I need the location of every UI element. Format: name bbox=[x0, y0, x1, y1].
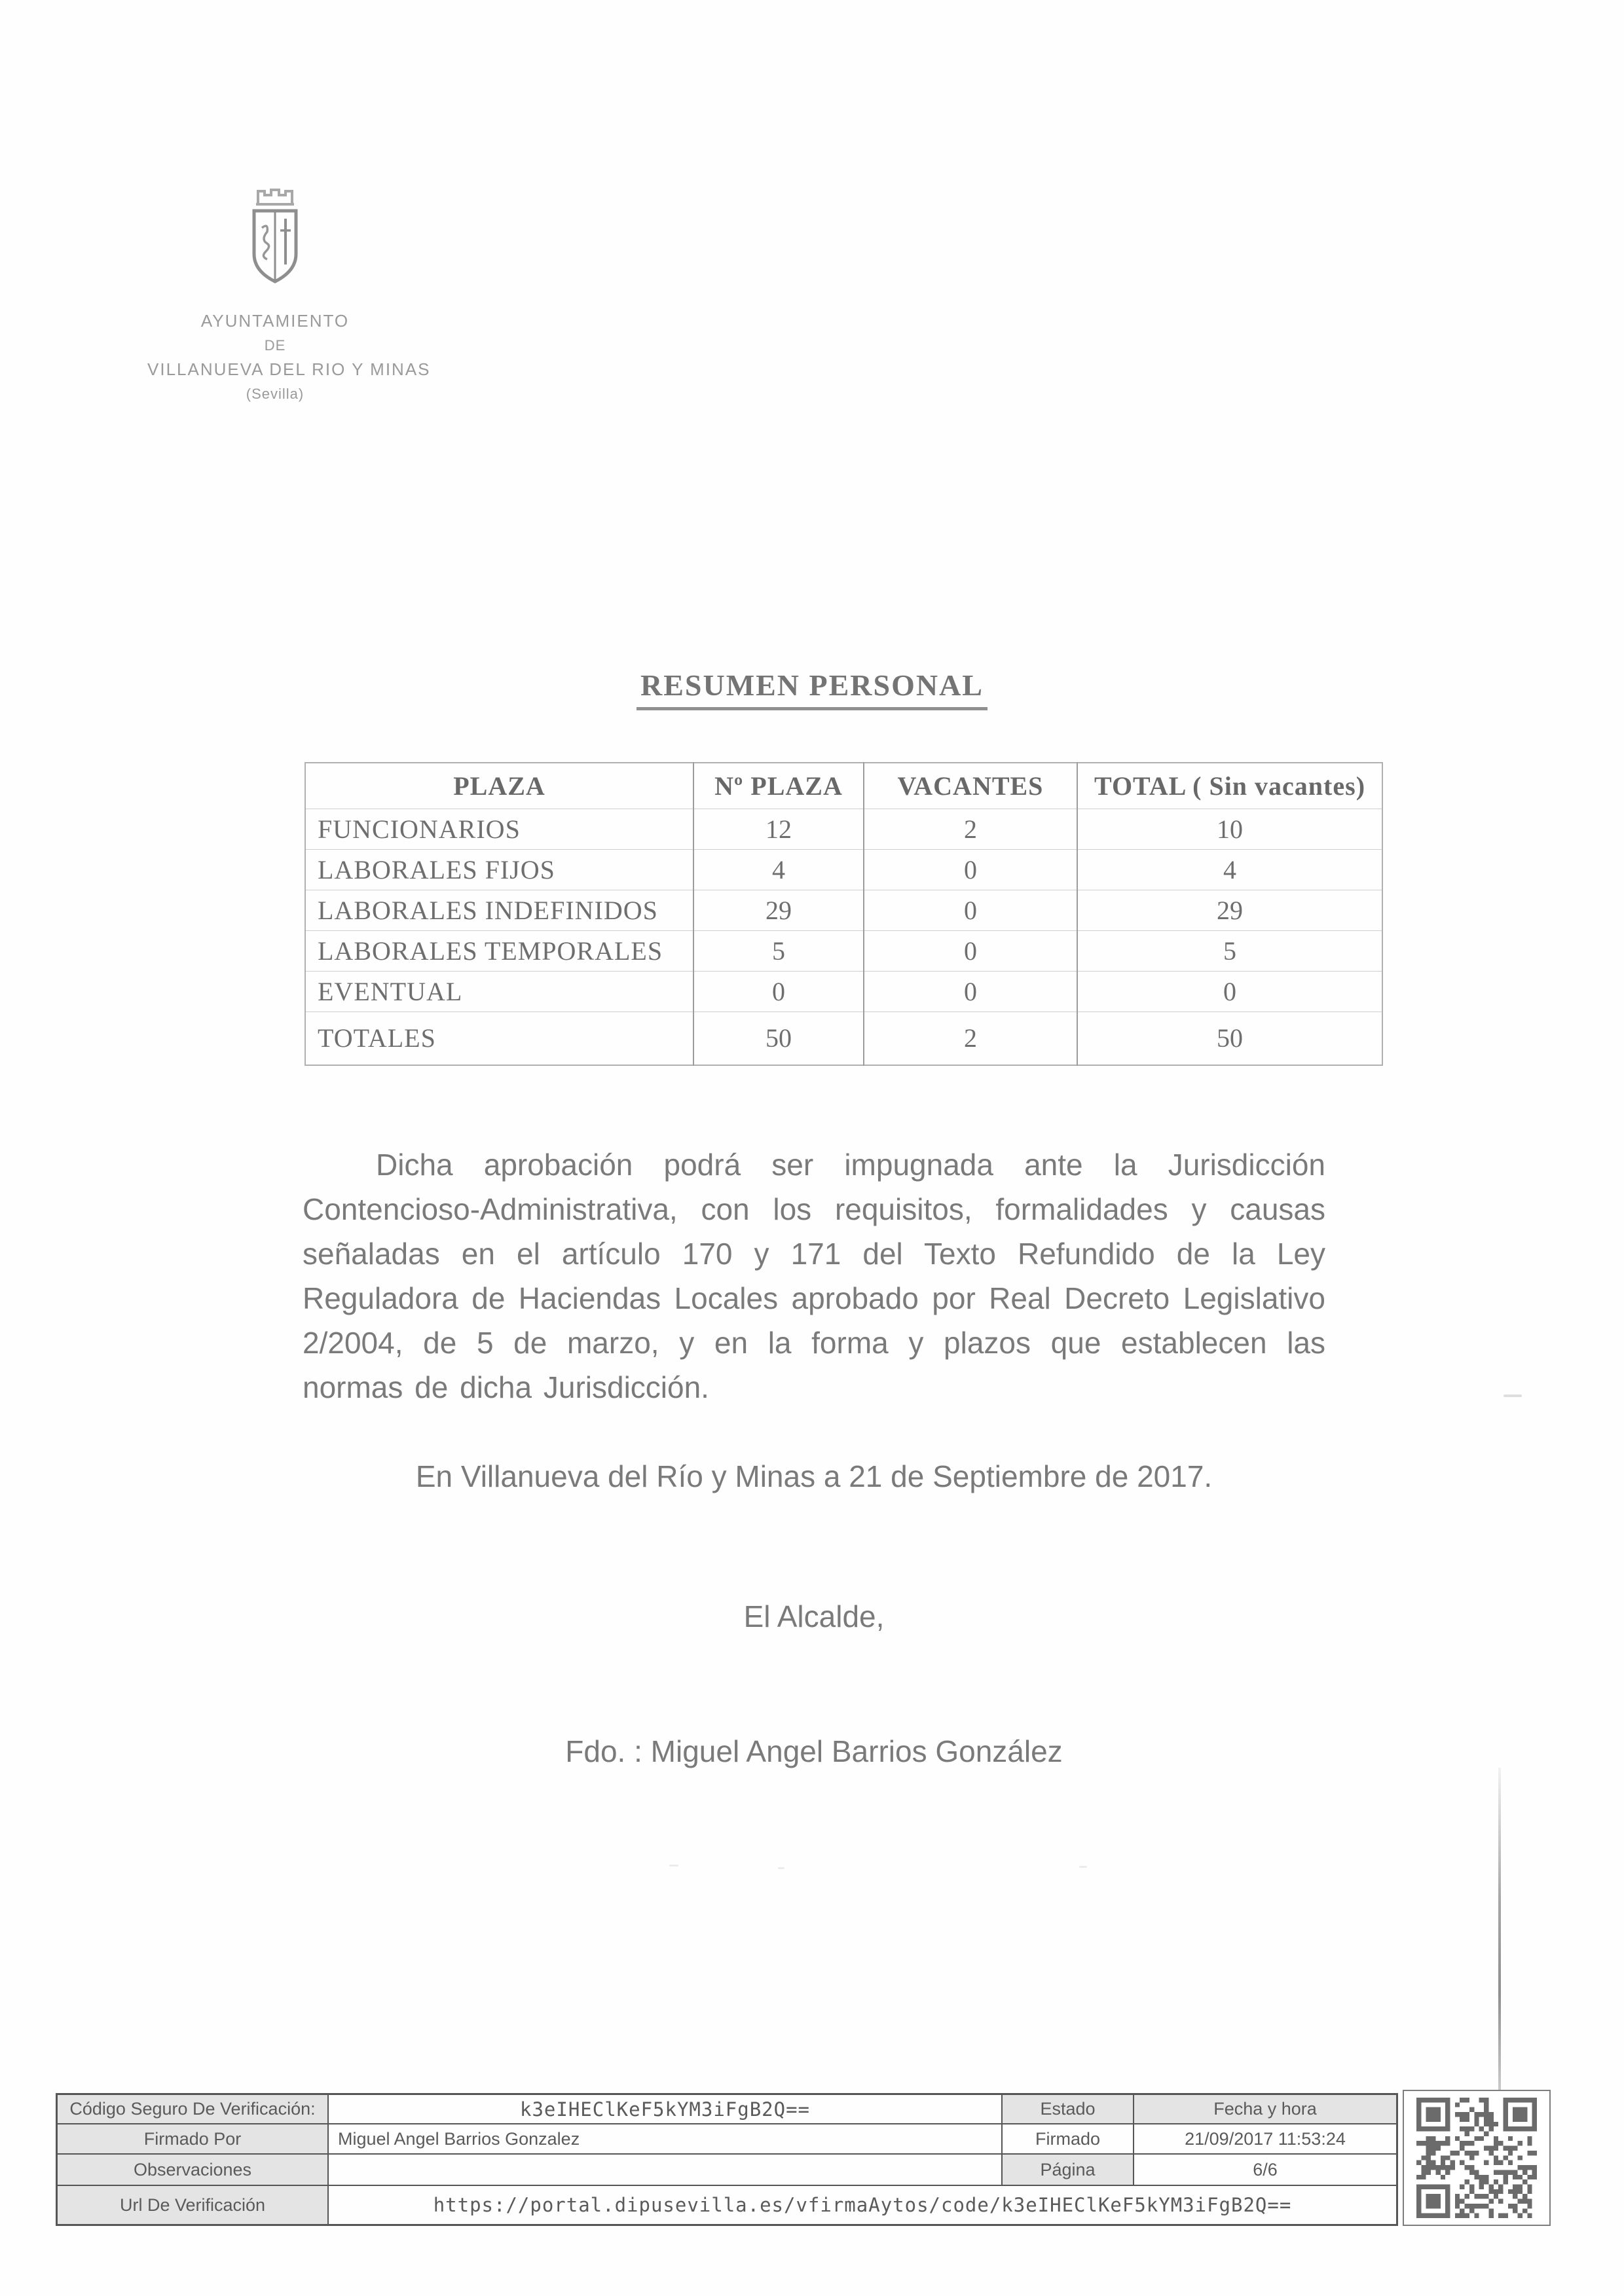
place-date-line: En Villanueva del Río y Minas a 21 de Septiembre de 2017. bbox=[415, 1459, 1213, 1493]
cell-n-plaza: 5 bbox=[693, 930, 864, 971]
estado-value: Firmado bbox=[1001, 2123, 1133, 2153]
org-line-2: DE bbox=[264, 337, 286, 354]
table-row bbox=[305, 809, 1382, 849]
scan-artifact-line bbox=[1498, 1768, 1501, 2090]
csv-value: k3eIHEClKeF5kYM3iFgB2Q== bbox=[327, 2095, 1001, 2123]
verification-footer-table bbox=[56, 2093, 1398, 2226]
estado-label: Estado bbox=[1001, 2095, 1133, 2123]
page-title: RESUMEN PERSONAL bbox=[637, 668, 987, 710]
org-line-3: VILLANUEVA DEL RIO Y MINAS bbox=[147, 359, 431, 379]
signature-role: El Alcalde, bbox=[743, 1599, 885, 1633]
cell-vacantes: 0 bbox=[864, 890, 1077, 930]
legal-paragraph: Dicha aprobación podrá ser impugnada ante la Jurisdicción Contencioso-Administrativa, con los requisitos, formalidades y causas señaladas en el artículo 170 y 171 del Texto Refundido de la Ley Reguladora de Haciendas Locales aprobado por Real Decreto Legislativo 2/2004, de 5 de marzo, y en la forma y plazos que establecen las normas de dicha Jurisdicción. bbox=[303, 1148, 1325, 1404]
scan-artifact-dash bbox=[778, 1867, 784, 1869]
qr-code bbox=[1416, 2098, 1537, 2218]
col-header-total: TOTAL ( Sin vacantes) bbox=[1077, 763, 1382, 809]
cell-vacantes: 2 bbox=[864, 809, 1077, 849]
cell-total: 0 bbox=[1077, 971, 1382, 1011]
organization-name-block bbox=[147, 309, 431, 406]
table-row bbox=[305, 890, 1382, 930]
cell-total: 5 bbox=[1077, 930, 1382, 971]
qr-code-box bbox=[1403, 2090, 1551, 2226]
url-verificacion-value: https://portal.dipusevilla.es/vfirmaAytos/code/k3eIHEClKeF5kYM3iFgB2Q== bbox=[327, 2185, 1396, 2224]
pagina-value: 6/6 bbox=[1133, 2153, 1396, 2185]
personnel-summary-table bbox=[304, 762, 1383, 1066]
cell-vacantes: 0 bbox=[864, 971, 1077, 1011]
fecha-hora-value: 21/09/2017 11:53:24 bbox=[1133, 2123, 1396, 2153]
cell-n-plaza: 12 bbox=[693, 809, 864, 849]
url-verificacion-label: Url De Verificación bbox=[58, 2185, 327, 2224]
cell-plaza: LABORALES FIJOS bbox=[305, 849, 693, 890]
fecha-hora-label: Fecha y hora bbox=[1133, 2095, 1396, 2123]
title-row bbox=[0, 668, 1624, 710]
scan-artifact-dash bbox=[1079, 1866, 1087, 1868]
scan-artifact-dash bbox=[669, 1865, 678, 1867]
scan-artifact-dash bbox=[1504, 1394, 1522, 1397]
org-line-1: AYUNTAMIENTO bbox=[200, 311, 350, 331]
cell-n-plaza: 50 bbox=[693, 1011, 864, 1065]
cell-vacantes: 2 bbox=[864, 1011, 1077, 1065]
cell-n-plaza: 0 bbox=[693, 971, 864, 1011]
cell-n-plaza: 4 bbox=[693, 849, 864, 890]
col-header-plaza: PLAZA bbox=[453, 771, 545, 801]
signature-name: Fdo. : Miguel Angel Barrios González bbox=[565, 1734, 1063, 1768]
table-row bbox=[305, 930, 1382, 971]
cell-vacantes: 0 bbox=[864, 849, 1077, 890]
cell-plaza: LABORALES INDEFINIDOS bbox=[305, 890, 693, 930]
cell-plaza: TOTALES bbox=[305, 1011, 693, 1065]
csv-label: Código Seguro De Verificación: bbox=[58, 2095, 327, 2123]
table-row bbox=[305, 971, 1382, 1011]
org-line-4: (Sevilla) bbox=[246, 386, 304, 402]
cell-total: 4 bbox=[1077, 849, 1382, 890]
firmado-por-label: Firmado Por bbox=[58, 2123, 327, 2153]
pagina-label: Página bbox=[1001, 2153, 1133, 2185]
cell-vacantes: 0 bbox=[864, 930, 1077, 971]
cell-total: 29 bbox=[1077, 890, 1382, 930]
cell-total: 50 bbox=[1077, 1011, 1382, 1065]
table-header-row bbox=[305, 763, 1382, 809]
cell-n-plaza: 29 bbox=[693, 890, 864, 930]
coat-of-arms-icon bbox=[241, 182, 309, 293]
cell-plaza: LABORALES TEMPORALES bbox=[305, 930, 693, 971]
table-row-totals bbox=[305, 1011, 1382, 1065]
cell-total: 10 bbox=[1077, 809, 1382, 849]
observaciones-label: Observaciones bbox=[58, 2153, 327, 2185]
cell-plaza: EVENTUAL bbox=[305, 971, 693, 1011]
firmado-por-value: Miguel Angel Barrios Gonzalez bbox=[327, 2123, 1001, 2153]
cell-plaza: FUNCIONARIOS bbox=[305, 809, 693, 849]
col-header-vacantes: VACANTES bbox=[864, 763, 1077, 809]
table-row bbox=[305, 849, 1382, 890]
col-header-n-plaza: Nº PLAZA bbox=[693, 763, 864, 809]
observaciones-value bbox=[327, 2153, 1001, 2185]
